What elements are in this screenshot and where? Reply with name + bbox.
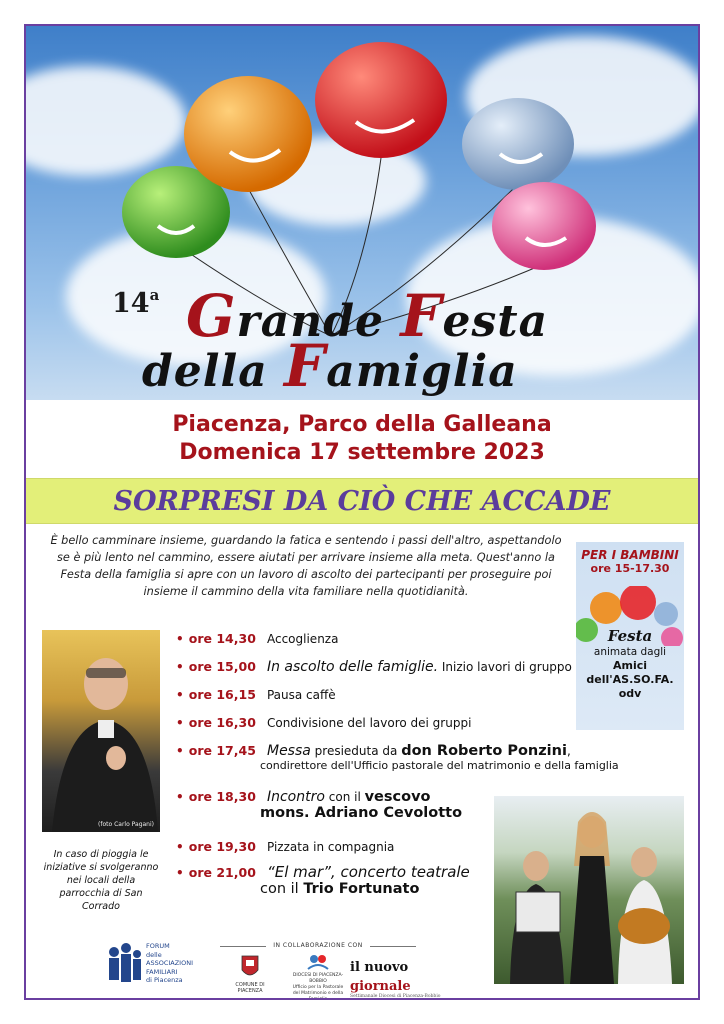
program-item: • ore 17,45 Messa presieduta da don Roberto Ponzini, condirettore dell'Ufficio pastorale del matrimonio e della famiglia bbox=[176, 743, 619, 772]
program-time: ore 16,30 bbox=[188, 715, 256, 730]
kids-festa: Festa bbox=[607, 627, 653, 645]
program-time: ore 16,15 bbox=[188, 687, 256, 702]
balloon-red bbox=[315, 42, 447, 158]
comune-logo: COMUNE DI PIACENZA bbox=[230, 954, 270, 994]
program-time: ore 14,30 bbox=[188, 631, 256, 646]
program-item: • ore 19,30 Pizzata in compagnia bbox=[176, 839, 395, 854]
title-line-2: della Famiglia bbox=[142, 332, 518, 400]
balloon-orange bbox=[184, 76, 312, 192]
motto-banner bbox=[26, 478, 698, 524]
program-time: ore 19,30 bbox=[188, 839, 256, 854]
kids-line4: odv bbox=[618, 687, 642, 700]
edition-number: 14$^a$ bbox=[112, 286, 160, 319]
program-time: ore 18,30 bbox=[188, 789, 256, 804]
intro-paragraph: È bello camminare insieme, guardando la fatica e sentendo i passi dell'altro, aspettandolo se è più lento nel cammino, essere aiutati per arrivare insieme alla meta. Quest'anno la Festa della famiglia si apre con un lavoro di ascolto dei partecipanti per proseguire poi insieme il cammino della vita familiare nella quotidianità. bbox=[50, 534, 562, 598]
photo-credit: (foto Carlo Pagani) bbox=[98, 821, 154, 828]
program-time: ore 15,00 bbox=[188, 659, 256, 674]
motto-text: SORPRESI DA CIÒ CHE ACCADE bbox=[113, 486, 611, 517]
program-time: ore 17,45 bbox=[188, 743, 256, 758]
bishop-figure bbox=[42, 630, 160, 832]
rain-note: In caso di pioggia le iniziative si svolgeranno nei locali della parrocchia di San Corrado bbox=[43, 849, 159, 912]
comune-crest-icon bbox=[240, 954, 260, 980]
kids-line2: Amici bbox=[612, 659, 648, 672]
program-time: ore 21,00 bbox=[188, 865, 256, 880]
kids-hours: ore 15-17.30 bbox=[590, 562, 670, 575]
event-place: Piacenza, Parco della Galleana bbox=[172, 412, 552, 437]
bishop-photo bbox=[42, 630, 160, 832]
sky-header bbox=[26, 26, 698, 400]
program-item: • ore 18,30 Incontro con il vescovo mons. Adriano Cevolotto bbox=[176, 789, 463, 821]
title-line-1: Grande Festa bbox=[186, 282, 549, 350]
poster bbox=[24, 24, 700, 1000]
nuovo-giornale-logo: il nuovo giornale Settimanale Diocesi di Piacenza-Bobbio bbox=[350, 960, 441, 999]
kids-line1: animata dagli bbox=[593, 646, 667, 658]
footer bbox=[26, 938, 698, 1000]
program-item: • ore 16,15 Pausa caffè bbox=[176, 687, 336, 702]
balloon-blue bbox=[462, 98, 574, 190]
program-item: • ore 21,00 “El mar”, concerto teatrale con il Trio Fortunato bbox=[176, 863, 470, 897]
balloon-pink bbox=[492, 182, 596, 270]
program-item: • ore 15,00 In ascolto delle famiglie. Inizio lavori di gruppo bbox=[176, 659, 572, 675]
collab-label: IN COLLABORAZIONE CON bbox=[226, 942, 410, 949]
forum-logo-text: FORUM delle ASSOCIAZIONI FAMILIARI di Piacenza bbox=[146, 942, 193, 984]
program-item: • ore 16,30 Condivisione del lavoro dei gruppi bbox=[176, 715, 472, 730]
event-date: Domenica 17 settembre 2023 bbox=[179, 440, 545, 465]
diocesi-icon bbox=[306, 952, 330, 970]
forum-logo-icon bbox=[104, 942, 144, 986]
diocesi-logo: DIOCESI DI PIACENZA-BOBBIO Ufficio per la Pastorale del Matrimonio e della Famiglia bbox=[288, 952, 348, 1000]
program-item: • ore 14,30 Accoglienza bbox=[176, 631, 339, 646]
kids-title: PER I BAMBINI bbox=[581, 548, 679, 562]
kids-line3: dell'AS.SO.FA. bbox=[586, 673, 674, 686]
